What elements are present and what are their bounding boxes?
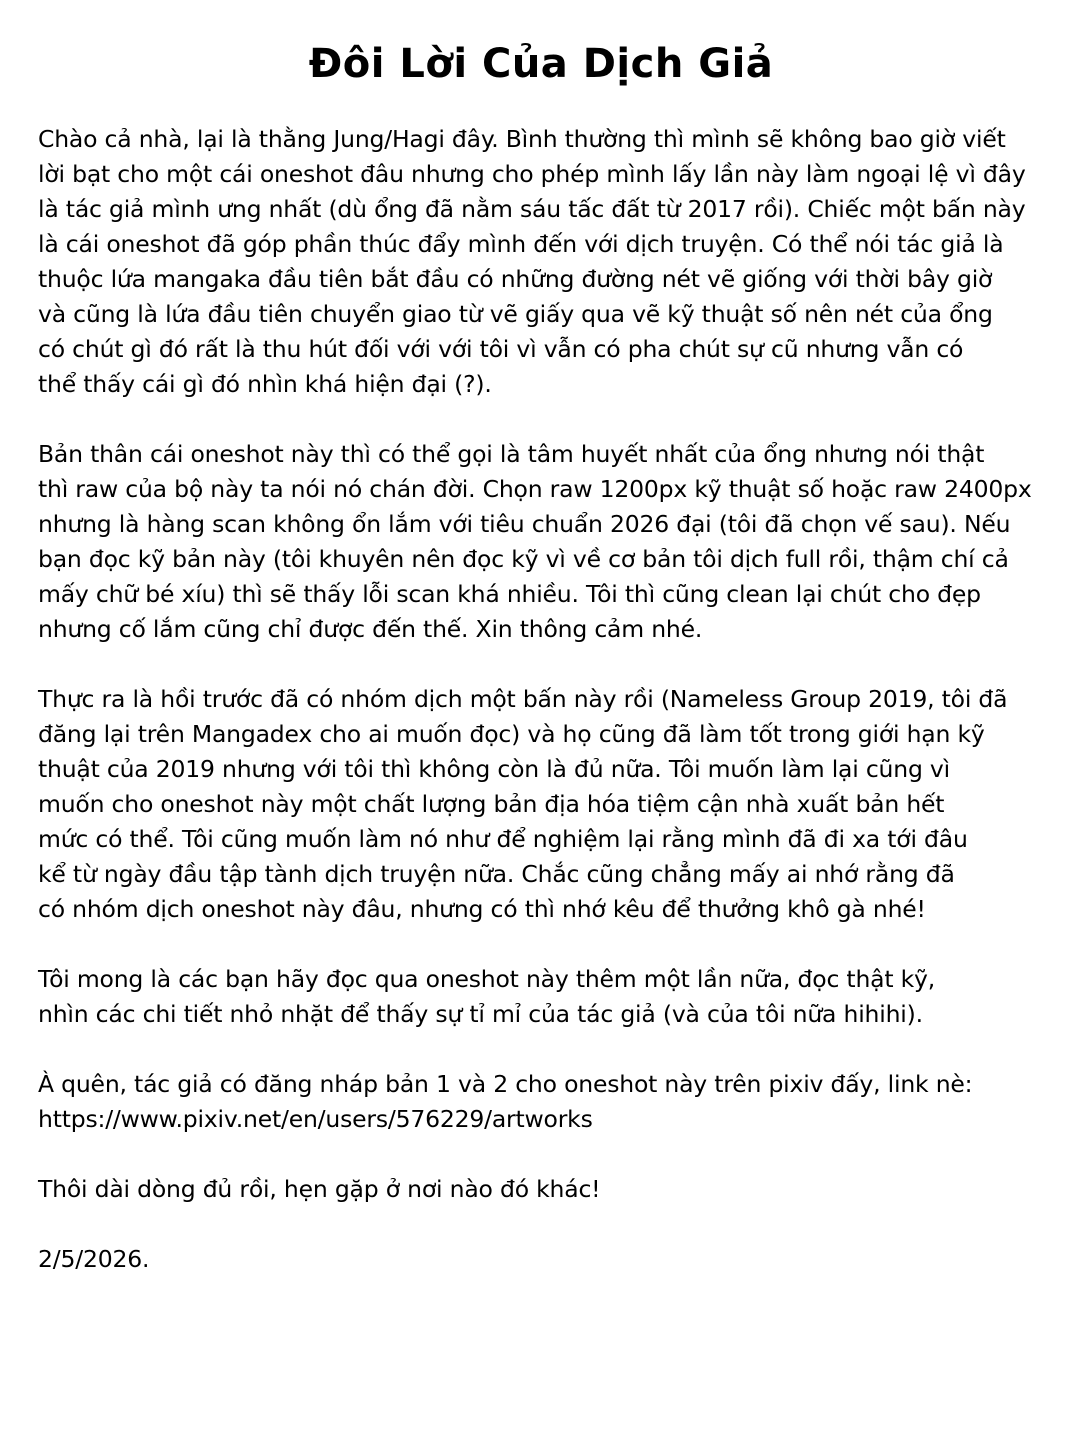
paragraph-raw-quality: Bản thân cái oneshot này thì có thể gọi là tâm huyết nhất của ổng nhưng nói thật thì raw của bộ này ta nói nó chán đời. Chọn raw 1200px kỹ thuật số hoặc raw 2400px nhưng là hàng scan không ổn lắm với tiêu chuẩn 2026 đại (tôi đã chọn vế sau). Nếu bạn đọc kỹ bản này (tôi khuyên nên đọc kỹ vì về cơ bản tôi dịch full rồi, thậm chí cả mấy chữ bé xíu) thì sẽ thấy lỗi scan khá nhiều. Tôi thì cũng clean lại chút cho đẹp nhưng cố lắm cũng chỉ được đến thế. Xin thông cảm nhé. [38,440,1032,643]
paragraph-farewell: Thôi dài dòng đủ rồi, hẹn gặp ở nơi nào đó khác! [38,1175,601,1203]
paragraph-gap [38,927,1044,962]
paragraph-history: Thực ra là hồi trước đã có nhóm dịch một bấn này rồi (Nameless Group 2019, tôi đã đăng lại trên Mangadex cho ai muốn đọc) và họ cũng đã làm tốt trong giới hạn kỹ thuật của 2019 nhưng với tôi thì không còn là đủ nữa. Tôi muốn làm lại cũng vì muốn cho oneshot này một chất lượng bản địa hóa tiệm cận nhà xuất bản hết mức có thể. Tôi cũng muốn làm nó như để nghiệm lại rằng mình đã đi xa tới đâu kể từ ngày đầu tập tành dịch truyện nữa. Chắc cũng chẳng mấy ai nhớ rằng đã có nhóm dịch oneshot này đâu, nhưng có thì nhớ kêu để thưởng khô gà nhé! [38,685,1008,923]
paragraph-request: Tôi mong là các bạn hãy đọc qua oneshot này thêm một lần nữa, đọc thật kỹ, nhìn các chi tiết nhỏ nhặt để thấy sự tỉ mỉ của tác giả (và của tôi nữa hihihi). [38,965,936,1028]
paragraph-gap [38,647,1044,682]
paragraph-gap [38,402,1044,437]
paragraph-gap [38,1207,1044,1242]
page-title: Đôi Lời Của Dịch Giả [308,41,774,87]
paragraph-pixiv-link: À quên, tác giả có đăng nháp bản 1 và 2 cho oneshot này trên pixiv đấy, link nè: https://www.pixiv.net/en/users/576229/artworks [38,1070,973,1133]
paragraph-intro: Chào cả nhà, lại là thằng Jung/Hagi đây. Bình thường thì mình sẽ không bao giờ viết lời bạt cho một cái oneshot đâu nhưng cho phép mình lấy lần này làm ngoại lệ vì đây là tác giả mình ưng nhất (dù ổng đã nằm sáu tấc đất từ 2017 rồi). Chiếc một bấn này là cái oneshot đã góp phần thúc đẩy mình đến với dịch truyện. Có thể nói tác giả là thuộc lứa mangaka đầu tiên bắt đầu có những đường nét vẽ giống với thời bây giờ và cũng là lứa đầu tiên chuyển giao từ vẽ giấy qua vẽ kỹ thuật số nên nét của ổng có chút gì đó rất là thu hút đối với với tôi vì vẫn có pha chút sự cũ nhưng vẫn có thể thấy cái gì đó nhìn khá hiện đại (?). [38,125,1026,398]
paragraph-date: 2/5/2026. [38,1245,150,1273]
paragraph-gap [38,1137,1044,1172]
paragraph-gap [38,1032,1044,1067]
